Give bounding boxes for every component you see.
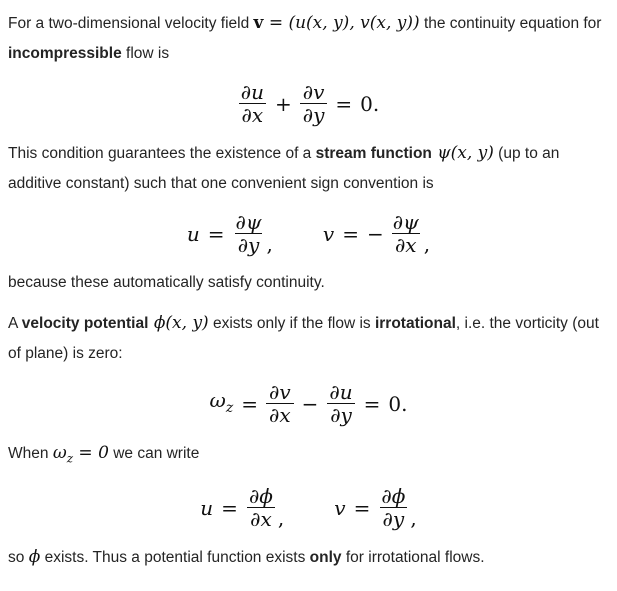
equation-vorticity	[8, 381, 609, 426]
variable-u: u	[186, 221, 200, 246]
fraction-numerator: ∂ψ	[235, 210, 262, 234]
fraction-dpsi-dx	[390, 211, 422, 256]
fraction-du-dy	[326, 381, 355, 426]
fraction-numerator: ∂u	[240, 80, 264, 104]
zero-value: 0.	[360, 91, 380, 116]
comma: ,	[277, 505, 285, 530]
paragraph-continuity-note	[8, 268, 609, 298]
equals-operator: =	[207, 221, 225, 246]
equals-operator: =	[221, 495, 238, 520]
paragraph-when-omega-zero	[8, 438, 609, 473]
fraction-denominator: ∂y	[235, 233, 263, 256]
equation-stream-function	[8, 211, 609, 256]
fraction-denominator: ∂x	[247, 507, 275, 530]
text-run: For a two-dimensional velocity field	[8, 15, 254, 32]
fraction-du-dx	[238, 81, 267, 126]
fraction-denominator: ∂y	[327, 403, 355, 426]
text-run: the continuity equation for	[419, 15, 602, 32]
text-run: exists. Thus a potential function exists	[40, 549, 310, 567]
fraction-dphi-dy	[378, 485, 408, 530]
fraction-denominator: ∂x	[392, 233, 420, 256]
fraction-dpsi-dy	[233, 211, 265, 256]
variable-v: v	[322, 221, 335, 246]
fraction-dv-dy	[300, 81, 328, 126]
inline-math-velocity-components: = (u(x, y), v(x, y))	[263, 13, 420, 33]
text-run: (up to an additive constant) such that one convenient sign convention is	[8, 145, 560, 192]
inline-math-phi: ϕ(x, y)	[148, 313, 209, 333]
fraction-numerator: ∂v	[268, 380, 291, 404]
minus-operator: −	[301, 391, 319, 416]
minus-operator: −	[366, 221, 384, 246]
comma: ,	[266, 231, 273, 256]
comma: ,	[410, 505, 417, 530]
variable-u: u	[200, 495, 214, 520]
text-run: so	[8, 549, 29, 567]
subscript-z: z	[225, 399, 234, 416]
text-run: we can write	[108, 445, 200, 462]
bold-term-only: only	[309, 549, 342, 567]
equals-operator: =	[342, 221, 359, 246]
inline-math-psi: ψ(x, y)	[431, 143, 494, 163]
text-run: exists only if the flow is	[208, 315, 375, 332]
omega-symbol: ω	[209, 387, 226, 412]
equals-zero: = 0	[73, 443, 109, 463]
zero-value: 0.	[388, 391, 408, 416]
paragraph-stream-function	[8, 138, 609, 199]
variable-v: v	[334, 495, 346, 520]
equals-operator: =	[241, 391, 258, 416]
fraction-denominator: ∂x	[266, 403, 294, 426]
fraction-numerator: ∂ψ	[392, 210, 419, 234]
fraction-denominator: ∂x	[239, 103, 267, 126]
plus-operator: +	[274, 91, 292, 116]
fraction-numerator: ∂ϕ	[381, 484, 406, 509]
text-run: A	[8, 315, 22, 332]
bold-term-stream-function: stream function	[315, 145, 432, 162]
text-run: flow is	[121, 45, 170, 62]
fraction-dv-dx	[266, 381, 294, 426]
fraction-denominator: ∂y	[380, 507, 408, 530]
inline-math-phi: ϕ	[28, 547, 41, 568]
inline-math-vector-v: v	[253, 13, 264, 33]
bold-term-irrotational: irrotational	[374, 315, 456, 332]
fraction-numerator: ∂u	[329, 380, 353, 404]
text-run: When	[8, 445, 53, 462]
equals-operator: =	[335, 91, 353, 116]
variable-omega-z	[210, 385, 234, 423]
paragraph-intro	[8, 8, 609, 69]
paragraph-velocity-potential	[8, 308, 609, 369]
fraction-numerator: ∂v	[302, 80, 325, 104]
fraction-dphi-dx	[246, 485, 276, 530]
omega-symbol: ω	[52, 443, 67, 463]
bold-term-velocity-potential: velocity potential	[21, 315, 149, 332]
bold-term-incompressible: incompressible	[8, 45, 122, 62]
fraction-numerator: ∂ϕ	[248, 484, 273, 509]
text-run: because these automatically satisfy continuity.	[8, 274, 325, 291]
equation-continuity	[8, 81, 609, 126]
text-run: This condition guarantees the existence of a	[8, 145, 316, 162]
text-run: for irrotational flows.	[341, 549, 485, 567]
equation-velocity-potential	[8, 485, 609, 530]
inline-math-omega-z	[52, 443, 109, 466]
comma: ,	[423, 231, 431, 256]
subscript-z: z	[66, 451, 74, 466]
text-run: , i.e. the vorticity (out of plane) is zero:	[8, 315, 599, 362]
equals-operator: =	[353, 495, 371, 520]
paragraph-conclusion	[8, 542, 609, 573]
fraction-denominator: ∂y	[300, 103, 328, 126]
equals-operator: =	[363, 391, 381, 416]
